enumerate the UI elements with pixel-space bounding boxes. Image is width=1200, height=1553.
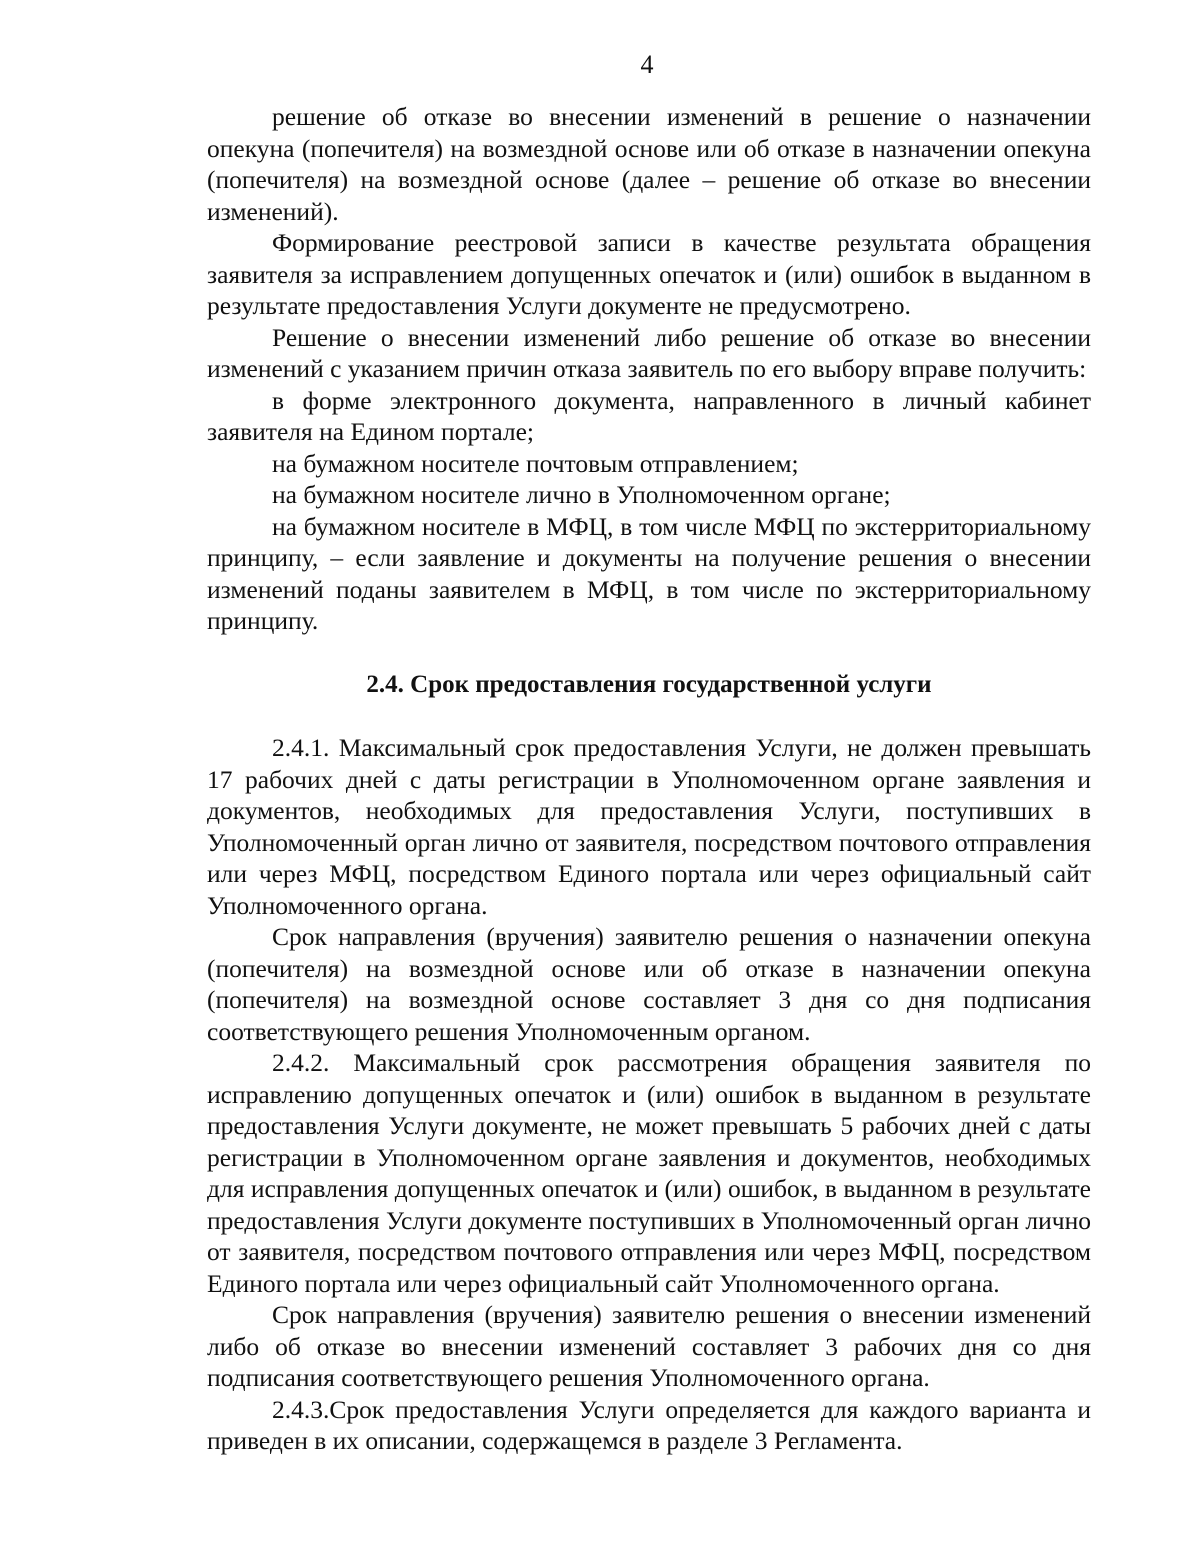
paragraph: Решение о внесении изменений либо решение об отказе во внесении изменений с указанием причин отказа заявитель по его выбору вправе получить:	[207, 322, 1091, 383]
paragraph: на бумажном носителе в МФЦ, в том числе МФЦ по экстерриториальному принципу, – если заявление и документы на получение решения о внесении изменений поданы заявителем в МФЦ, в том числе по экстерриториальному принципу.	[207, 511, 1091, 635]
paragraph: решение об отказе во внесении изменений в решение о назначении опекуна (попечителя) на возмездной основе или об отказе в назначении опекуна (попечителя) на возмездной основе (далее – решение об отказе во внесении изменений).	[207, 102, 1091, 226]
spacer	[207, 637, 1091, 669]
section-heading: 2.4. Срок предоставления государственной услуги	[366, 670, 932, 698]
paragraph: Срок направления (вручения) заявителю решения о назначении опекуна (попечителя) на возмездной основе или об отказе в назначении опекуна (попечителя) на возмездной основе составляет 3 дня со дня подписания соответствующего решения Уполномоченным органом.	[207, 922, 1091, 1046]
paragraph: 2.4.3.Срок предоставления Услуги определяется для каждого варианта и приведен в их описании, содержащемся в разделе 3 Регламента.	[207, 1394, 1091, 1455]
document-body	[207, 101, 1091, 1457]
paragraph: Срок направления (вручения) заявителю решения о внесении изменений либо об отказе во внесении изменений составляет 3 рабочих дня со дня подписания соответствующего решения Уполномоченного органа.	[207, 1300, 1091, 1392]
paragraph: в форме электронного документа, направленного в личный кабинет заявителя на Едином портале;	[207, 385, 1091, 446]
paragraph: Формирование реестровой записи в качестве результата обращения заявителя за исправлением допущенных опечаток и (или) ошибок в выданном в результате предоставления Услуги документе не предусмотрено.	[207, 228, 1091, 320]
paragraph: 2.4.1. Максимальный срок предоставления Услуги, не должен превышать 17 рабочих дней с даты регистрации в Уполномоченном органе заявления и документов, необходимых для предоставления Услуги, поступивших в Уполномоченный орган лично от заявителя, посредством почтового отправления или через МФЦ, посредством Единого портала или через официальный сайт Уполномоченного органа.	[207, 733, 1091, 920]
spacer	[207, 700, 1091, 732]
paragraph: на бумажном носителе лично в Уполномоченном органе;	[272, 480, 891, 509]
paragraph: 2.4.2. Максимальный срок рассмотрения обращения заявителя по исправлению допущенных опечаток и (или) ошибок в выданном в результате предоставления Услуги документе, не может превышать 5 рабочих дней с даты регистрации в Уполномоченном органе заявления и документов, необходимых для исправления допущенных опечаток и (или) ошибок, в выданном в результате предоставления Услуги документе поступивших в Уполномоченный орган лично от заявителя, посредством почтового отправления или через МФЦ, посредством Единого портала или через официальный сайт Уполномоченного органа.	[207, 1048, 1091, 1298]
page-number: 4	[640, 50, 654, 79]
paragraph: на бумажном носителе почтовым отправлением;	[272, 448, 799, 478]
